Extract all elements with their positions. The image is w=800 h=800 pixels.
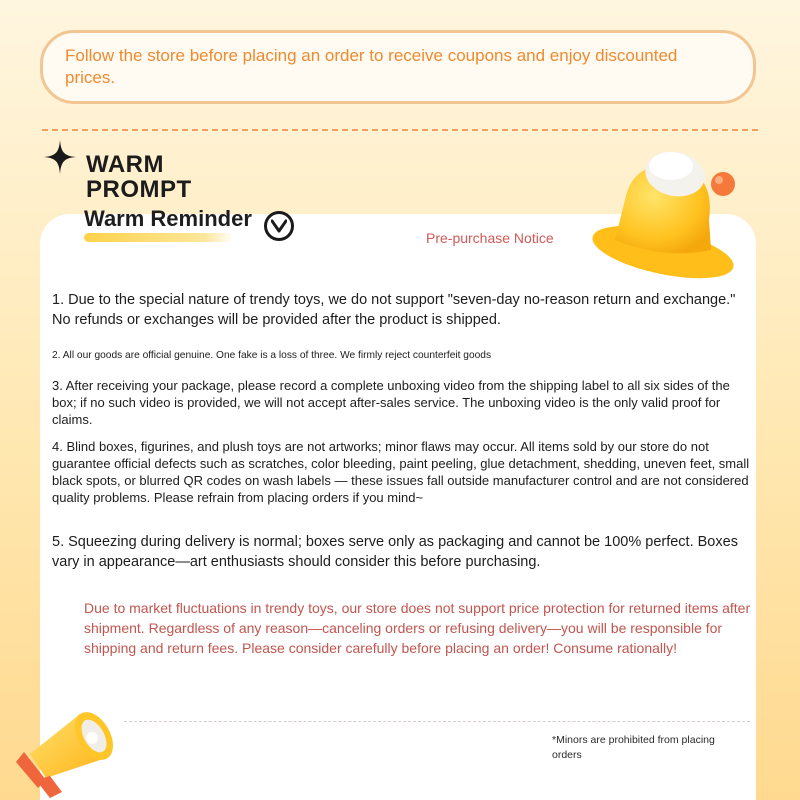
subtitle-highlight bbox=[84, 233, 234, 242]
notice-item-5: 5. Squeezing during delivery is normal; boxes serve only as packaging and cannot be 100% perfect. Boxes vary in appearance—art enthusiasts should consider this before purchasing. bbox=[52, 534, 738, 570]
minors-note: *Minors are prohibited from placing orders bbox=[552, 734, 715, 761]
bell-icon bbox=[585, 140, 745, 280]
page-subtitle: Warm Reminder bbox=[84, 206, 252, 231]
megaphone-icon bbox=[10, 692, 130, 800]
notice-item-3: 3. After receiving your package, please record a complete unboxing video from the shipping label to all six sides of the box; if no such video is provided, we will not accept after-sales service. The unboxing video is the only valid proof for claims. bbox=[52, 378, 730, 427]
top-divider bbox=[42, 129, 758, 131]
bottom-divider bbox=[124, 721, 750, 722]
pre-purchase-notice-label: Pre-purchase Notice bbox=[426, 230, 554, 246]
notice-item-2: 2. All our goods are official genuine. One fake is a loss of three. We firmly reject counterfeit goods bbox=[52, 350, 492, 361]
follow-store-banner bbox=[40, 30, 756, 104]
page-title bbox=[86, 152, 192, 202]
notice-item-4: 4. Blind boxes, figurines, and plush toys are not artworks; minor flaws may occur. All items sold by our store do not guarantee official defects such as scratches, color bleeding, paint peeling, glue detachment, shedding, uneven feet, small black spots, or blurred QR codes on wash labels — these issues fall outside manufacturer control and are not considered quality problems. Please refrain from placing orders if you mind~ bbox=[52, 439, 750, 505]
price-protection-warning: Due to market fluctuations in trendy toys, our store does not support price protection for returned items after shipment. Regardless of any reason—canceling orders or refusing delivery—you will be responsible for shipping and return fees. Please consider carefully before placing an order! Consume rationally! bbox=[84, 600, 751, 656]
chevron-down-circle-icon bbox=[264, 211, 294, 241]
title-line2: PROMPT bbox=[86, 176, 192, 203]
title-line1: WARM bbox=[86, 151, 164, 178]
banner-text: Follow the store before placing an order to receive coupons and enjoy discounted prices. bbox=[65, 46, 678, 87]
notice-item-1: 1. Due to the special nature of trendy toys, we do not support "seven-day no-reason return and exchange." No refunds or exchanges will be provided after the product is shipped. bbox=[52, 292, 736, 328]
sparkle-icon bbox=[44, 140, 76, 174]
